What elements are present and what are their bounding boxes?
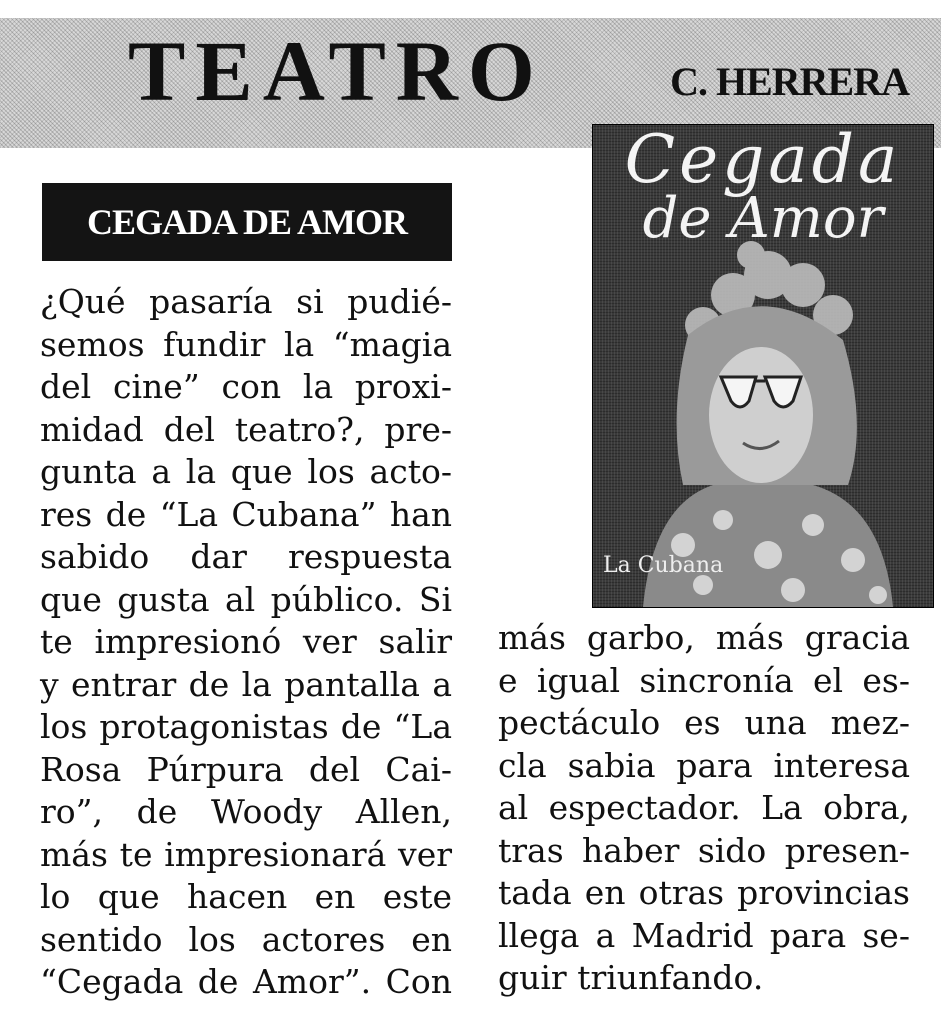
text-line: e igual sincronía el es- — [498, 660, 910, 700]
text-line: gunta a la que los acto- — [40, 452, 452, 491]
text-line: y entrar de la pantalla a — [40, 664, 452, 704]
text-line: te impresionó ver salir — [40, 622, 452, 661]
text-line: res de “La Cubana” han — [40, 494, 452, 534]
article-column-2 — [498, 617, 910, 1000]
article-column-1 — [40, 281, 452, 1004]
text-line: pectáculo es una mez- — [498, 703, 910, 742]
text-line: midad del teatro?, pre- — [40, 409, 452, 449]
text-line: del cine” con la proxi- — [40, 367, 452, 406]
text-line: llega a Madrid para se- — [498, 915, 910, 955]
text-line: sabido dar respuesta — [40, 537, 452, 576]
text-line: “Cegada de Amor”. Con — [40, 962, 452, 1001]
poster-title-line-1: Cegada — [624, 124, 902, 198]
section-title: TEATRO — [128, 23, 545, 119]
text-line: ro”, de Woody Allen, — [40, 792, 452, 831]
text-line: tada en otras provincias — [498, 873, 910, 912]
poster-company-label: La Cubana — [603, 553, 724, 578]
text-line: ¿Qué pasaría si pudié- — [40, 282, 452, 321]
text-line: que gusta al público. Si — [40, 579, 452, 619]
article-headline: CEGADA DE AMOR — [42, 183, 452, 261]
text-line: más garbo, más gracia — [498, 618, 910, 657]
text-line: semos fundir la “magia — [40, 324, 452, 364]
text-line: Rosa Púrpura del Cai- — [40, 749, 452, 789]
poster-image — [592, 124, 934, 608]
author-byline: C. HERRERA — [670, 59, 909, 104]
poster-title — [593, 124, 933, 251]
text-line: más te impresionará ver — [40, 834, 452, 874]
text-line: lo que hacen en este — [40, 877, 452, 916]
text-line: guir triunfando. — [498, 958, 764, 997]
text-line: tras haber sido presen- — [498, 830, 910, 870]
text-line: cla sabia para interesa — [498, 745, 910, 785]
text-line: sentido los actores en — [40, 919, 452, 959]
text-line: los protagonistas de “La — [40, 707, 452, 746]
text-line: al espectador. La obra, — [498, 788, 910, 827]
poster-title-line-2: de Amor — [642, 186, 884, 251]
